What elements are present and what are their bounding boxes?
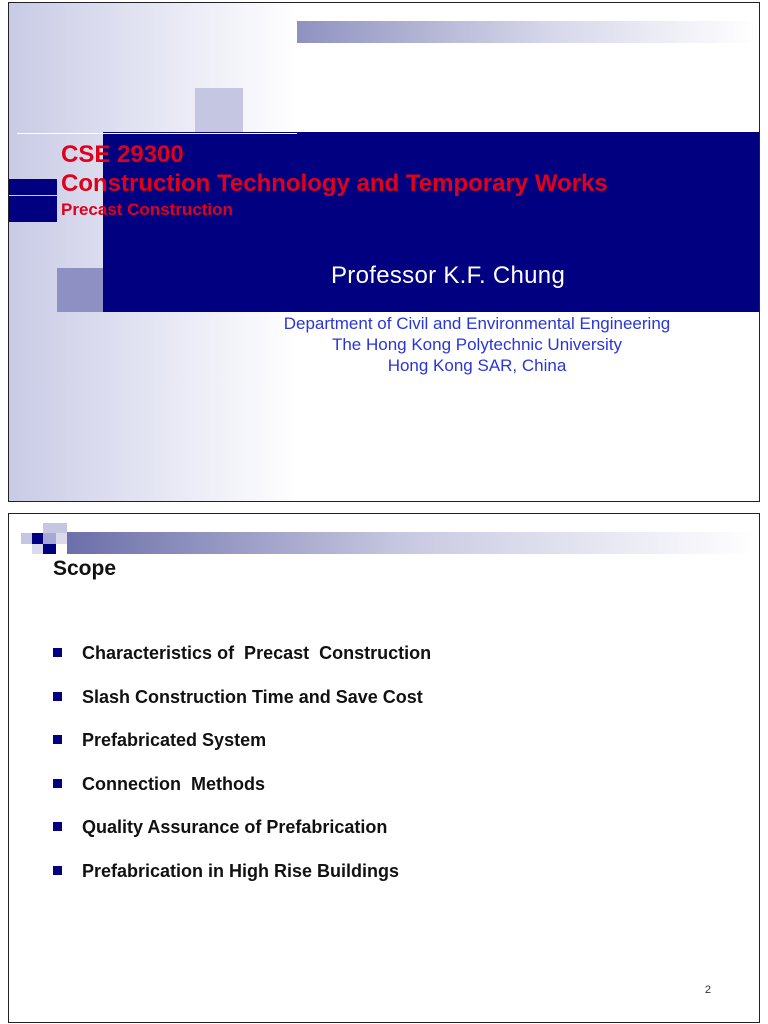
list-item bbox=[53, 816, 431, 860]
affiliation-department: Department of Civil and Environmental Engineering bbox=[283, 314, 671, 333]
decor-square bbox=[57, 268, 105, 312]
decor-square bbox=[9, 179, 57, 195]
list-item-text: Connection Methods bbox=[82, 773, 265, 794]
list-item-text: Quality Assurance of Prefabrication bbox=[82, 817, 388, 837]
list-item bbox=[53, 860, 431, 904]
course-subtitle: Precast Construction bbox=[61, 200, 233, 219]
list-item-text: Prefabrication in High Rise Buildings bbox=[82, 860, 400, 881]
list-item bbox=[53, 729, 431, 773]
top-gradient-bar bbox=[297, 21, 757, 43]
decor-square bbox=[32, 544, 43, 554]
scope-list bbox=[53, 642, 431, 903]
decor-square bbox=[43, 544, 56, 554]
decor-square bbox=[43, 533, 56, 544]
scope-slide bbox=[8, 513, 760, 1023]
course-title: Construction Technology and Temporary Works bbox=[61, 170, 608, 197]
square-bullet-icon bbox=[53, 822, 62, 831]
decor-square bbox=[56, 523, 67, 533]
list-item bbox=[53, 686, 431, 730]
list-item bbox=[53, 642, 431, 686]
square-bullet-icon bbox=[53, 866, 62, 875]
list-item-text: Prefabricated System bbox=[82, 730, 267, 750]
title-slide bbox=[8, 2, 760, 502]
decor-square bbox=[43, 523, 56, 533]
list-item-text: Slash Construction Time and Save Cost bbox=[82, 686, 423, 707]
list-item bbox=[53, 773, 431, 817]
decor-square bbox=[195, 88, 243, 134]
slide-title: Scope bbox=[53, 557, 117, 580]
square-bullet-icon bbox=[53, 735, 62, 744]
decor-square bbox=[56, 533, 67, 544]
course-code: CSE 29300 bbox=[61, 141, 184, 168]
square-bullet-icon bbox=[53, 692, 62, 701]
list-item-text: Characteristics of Precast Construction bbox=[82, 643, 432, 663]
top-gradient-bar bbox=[67, 532, 757, 554]
square-bullet-icon bbox=[53, 648, 62, 657]
square-bullet-icon bbox=[53, 779, 62, 788]
decor-square bbox=[9, 196, 57, 222]
divider-line bbox=[17, 133, 297, 134]
page-number: 2 bbox=[704, 984, 711, 996]
decor-square bbox=[21, 533, 32, 544]
presenter-name: Professor K.F. Chung bbox=[331, 262, 566, 289]
affiliation-university: The Hong Kong Polytechnic University bbox=[331, 335, 623, 354]
affiliation-location: Hong Kong SAR, China bbox=[387, 356, 567, 375]
decor-square bbox=[32, 533, 43, 544]
